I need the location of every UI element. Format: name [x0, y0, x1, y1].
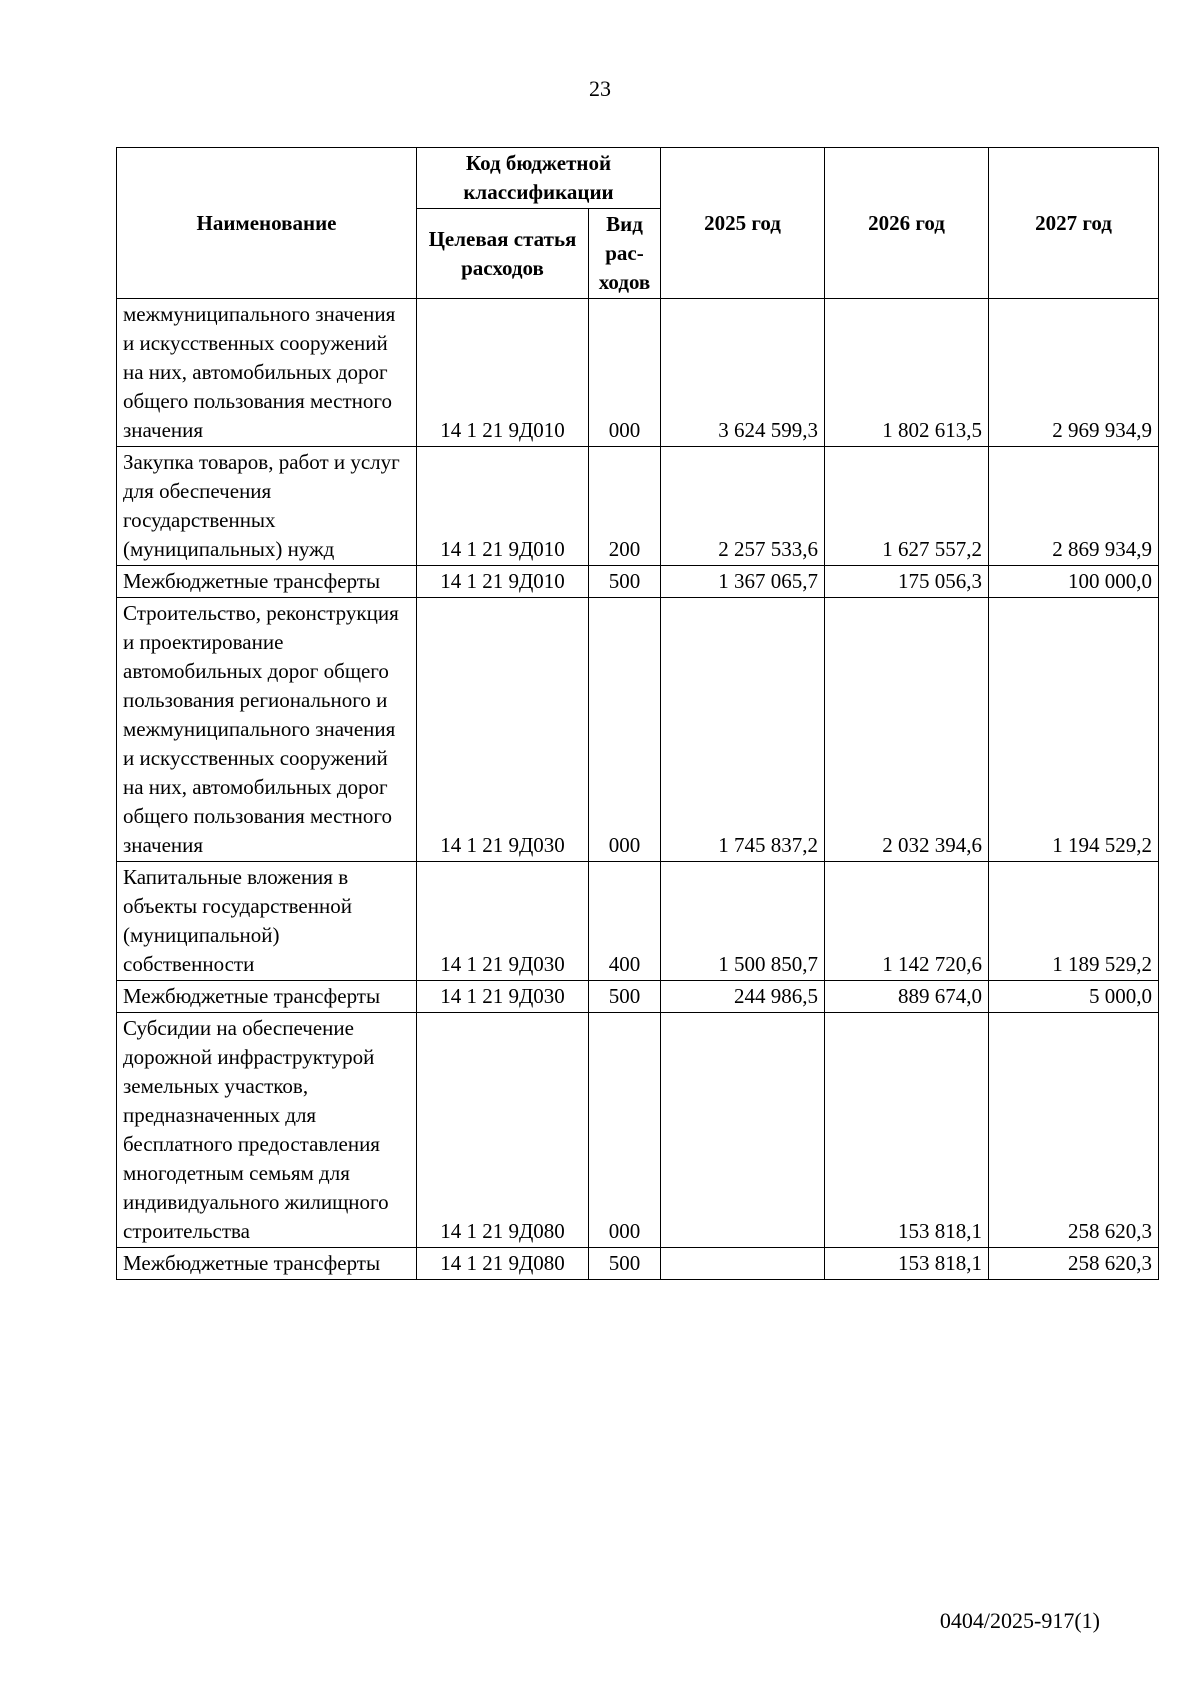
row-2026: 1 802 613,5: [825, 299, 989, 447]
budget-table: [116, 147, 1159, 1280]
page-number: 23: [589, 76, 611, 101]
row-2027: 5 000,0: [989, 981, 1159, 1013]
row-2025: 1 500 850,7: [661, 862, 825, 981]
row-code: 14 1 21 9Д010: [417, 447, 589, 566]
row-type: 000: [589, 598, 661, 862]
row-code: 14 1 21 9Д030: [417, 598, 589, 862]
row-name: Межбюджетные трансферты: [117, 981, 417, 1013]
row-2027: 2 869 934,9: [989, 447, 1159, 566]
row-name: Капитальные вложения в объекты государственной (муниципальной) собственности: [117, 862, 417, 981]
row-type: 500: [589, 566, 661, 598]
row-2025: [661, 1013, 825, 1248]
table-row: [117, 299, 1159, 447]
row-2026: 1 627 557,2: [825, 447, 989, 566]
row-2026: 175 056,3: [825, 566, 989, 598]
row-name: межмуниципального значения и искусственных сооружений на них, автомобильных дорог общего пользования местного значения: [117, 299, 417, 447]
table-row: [117, 598, 1159, 862]
row-type: 200: [589, 447, 661, 566]
row-2025: 1 745 837,2: [661, 598, 825, 862]
row-2025: 1 367 065,7: [661, 566, 825, 598]
table-row: [117, 1248, 1159, 1280]
row-type: 500: [589, 1248, 661, 1280]
row-2025: 244 986,5: [661, 981, 825, 1013]
table-row: [117, 981, 1159, 1013]
row-2026: 1 142 720,6: [825, 862, 989, 981]
row-code: 14 1 21 9Д080: [417, 1248, 589, 1280]
row-2026: 153 818,1: [825, 1013, 989, 1248]
row-name: Межбюджетные трансферты: [117, 1248, 417, 1280]
header-2025: 2025 год: [661, 148, 825, 299]
row-2025: 3 624 599,3: [661, 299, 825, 447]
row-2026: 889 674,0: [825, 981, 989, 1013]
row-code: 14 1 21 9Д080: [417, 1013, 589, 1248]
row-code: 14 1 21 9Д010: [417, 299, 589, 447]
row-2027: 1 189 529,2: [989, 862, 1159, 981]
row-type: 000: [589, 1013, 661, 1248]
row-name: Межбюджетные трансферты: [117, 566, 417, 598]
row-2026: 153 818,1: [825, 1248, 989, 1280]
row-2026: 2 032 394,6: [825, 598, 989, 862]
header-name: Наименование: [117, 148, 417, 299]
header-2027: 2027 год: [989, 148, 1159, 299]
header-target: Целевая статья расходов: [417, 209, 589, 299]
row-type: 000: [589, 299, 661, 447]
header-2026: 2026 год: [825, 148, 989, 299]
table-row: [117, 447, 1159, 566]
row-type: 400: [589, 862, 661, 981]
row-2027: 258 620,3: [989, 1013, 1159, 1248]
row-code: 14 1 21 9Д030: [417, 981, 589, 1013]
row-2027: 1 194 529,2: [989, 598, 1159, 862]
row-2027: 100 000,0: [989, 566, 1159, 598]
row-2027: 2 969 934,9: [989, 299, 1159, 447]
row-name: Закупка товаров, работ и услуг для обеспечения государственных (муниципальных) нужд: [117, 447, 417, 566]
row-2025: 2 257 533,6: [661, 447, 825, 566]
row-name: Субсидии на обеспечение дорожной инфраструктурой земельных участков, предназначенных для бесплатного предоставления многодетным семьям для индивидуального жилищного строительства: [117, 1013, 417, 1248]
row-name: Строительство, реконструкция и проектирование автомобильных дорог общего пользования регионального и межмуниципального значения и искусственных сооружений на них, автомобильных дорог общего пользования местного значения: [117, 598, 417, 862]
row-code: 14 1 21 9Д030: [417, 862, 589, 981]
header-type: Вид рас-ходов: [589, 209, 661, 299]
row-2027: 258 620,3: [989, 1248, 1159, 1280]
table-row: [117, 862, 1159, 981]
row-2025: [661, 1248, 825, 1280]
table-row: [117, 566, 1159, 598]
document-number: 0404/2025-917(1): [939, 1608, 1100, 1633]
header-code-group: Код бюджетной классификации: [417, 148, 661, 209]
row-code: 14 1 21 9Д010: [417, 566, 589, 598]
table-row: [117, 1013, 1159, 1248]
row-type: 500: [589, 981, 661, 1013]
